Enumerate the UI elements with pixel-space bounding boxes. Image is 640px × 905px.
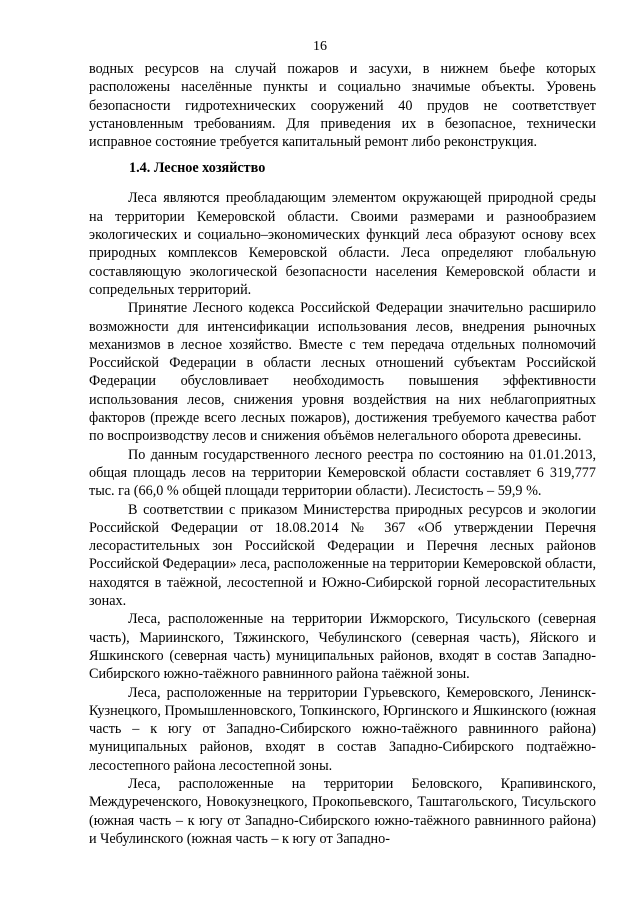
paragraph: По данным государственного лесного реестра по состоянию на 01.01.2013, общая площадь лесов на территории Кемеровской области составляет 6 319,777 тыс. га (66,0 % общей площади территории области). Лесистость – 59,9 %. — [89, 446, 596, 500]
paragraph-continued: водных ресурсов на случай пожаров и засухи, в нижнем бьефе которых расположены населённые пункты и социально значимые объекты. Уровень безопасности гидротехнических сооружений 40 прудов не соответствует установленным требованиям. Для приведения их в безопасное, технически исправное состояние требуется капитальный ремонт либо реконструкция. — [89, 61, 596, 151]
paragraph: Леса, расположенные на территории Ижморского, Тисульского (северная часть), Мариинского, Тяжинского, Чебулинского (северная часть), Яйского и Яшкинского (северная часть) муниципальных районов, входят в состав Западно-Сибирского южно-таёжного равнинного района таёжной зоны. — [89, 611, 596, 683]
paragraph: Леса, расположенные на территории Гурьевского, Кемеровского, Ленинск-Кузнецкого, Промышленновского, Топкинского, Юргинского и Яшкинского (южная часть – к югу от Западно-Сибирского южно-таёжного равнинного района) муниципальных районов, входят в состав Западно-Сибирского подтаёжно-лесостепного района лесостепной зоны. — [89, 684, 596, 774]
section-heading: 1.4. Лесное хозяйство — [129, 160, 266, 177]
paragraph: Принятие Лесного кодекса Российской Федерации значительно расширило возможности для интенсификации использования лесов, внедрения рыночных механизмов в лесное хозяйство. Вместе с тем передача отдельных полномочий Российской Федерации в области лесных отношений субъектам Российской Федерации обусловливает необходимость повышения эффективности использования лесов, снижения уровня воздействия на них неблагоприятных факторов (прежде всего лесных пожаров), достижения требуемого качества работ по воспроизводству лесов и снижения объёмов нелегального оборота древесины. — [89, 300, 596, 445]
paragraph: Леса являются преобладающим элементом окружающей природной среды на территории Кемеровской области. Своими размерами и разнообразием экологических и социально–экономических функций леса образуют основу всех природных комплексов Кемеровской области. Леса определяют глобальную составляющую экологической безопасности населения Кемеровской области и сопредельных территорий. — [89, 190, 596, 298]
paragraph: В соответствии с приказом Министерства природных ресурсов и экологии Российской Федерации от 18.08.2014 № 367 «Об утверждении Перечня лесорастительных зон Российской Федерации и Перечня лесных районов Российской Федерации» леса, расположенные на территории Кемеровской области, находятся в таёжной, лесостепной и Южно-Сибирской горной лесорастительных зонах. — [89, 501, 596, 610]
paragraph: Леса, расположенные на территории Беловского, Крапивинского, Междуреченского, Новокузнецкого, Прокопьевского, Таштагольского, Тисульского (южная часть – к югу от Западно-Сибирского южно-таёжного равнинного района) и Чебулинского (южная часть – к югу от Западно- — [89, 775, 596, 847]
page-number: 16 — [313, 39, 327, 54]
document-body — [89, 60, 596, 848]
